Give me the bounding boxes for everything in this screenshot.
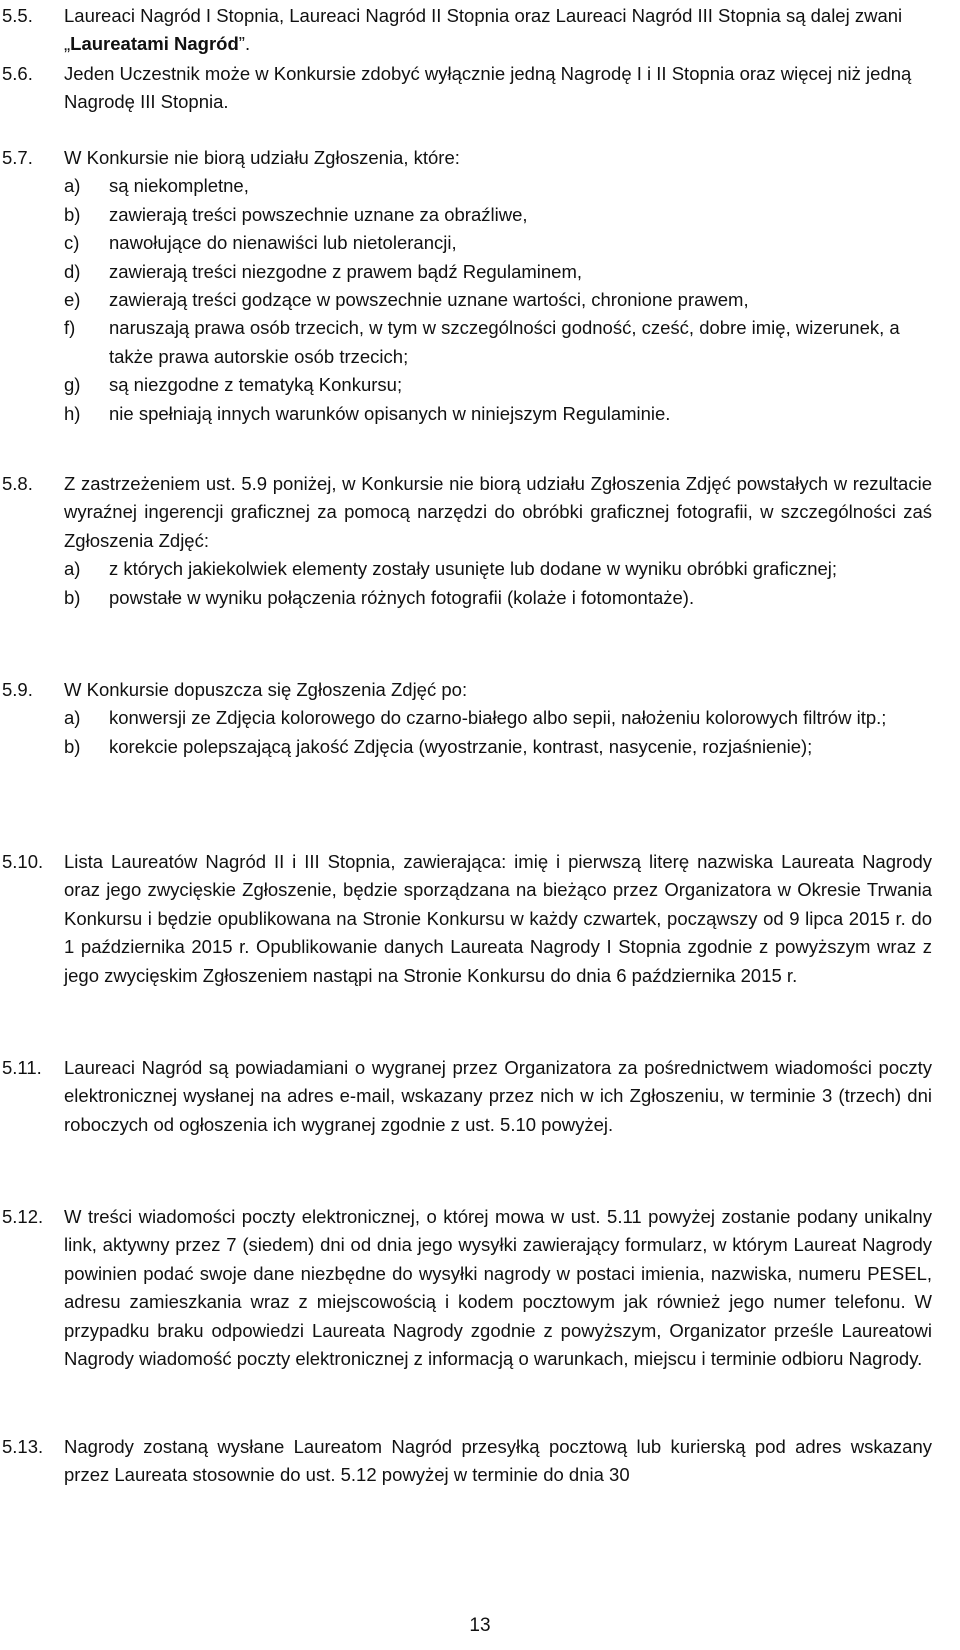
list-item	[64, 258, 932, 286]
list-item	[64, 201, 932, 229]
list-item	[64, 371, 932, 399]
item-text: korekcie polepszającą jakość Zdjęcia (wyostrzanie, kontrast, nasycenie, rozjaśnienie);	[109, 735, 813, 757]
section-5-8	[2, 470, 932, 612]
section-5-12	[2, 1203, 932, 1373]
section-intro: W Konkursie nie biorą udziału Zgłoszenia, które:	[64, 147, 460, 168]
item-list	[64, 172, 932, 428]
item-text: zawierają treści niezgodne z prawem bądź Regulaminem,	[109, 260, 583, 282]
section-5-10	[2, 848, 932, 990]
item-text: naruszają prawa osób trzecich, w tym w szczególności godność, cześć, dobre imię, wizerunek, a także prawa autorskie osób trzecich;	[109, 317, 900, 367]
section-text-before: Laureaci Nagród I Stopnia, Laureaci Nagród II Stopnia oraz Laureaci Nagród III Stopnia są dalej zwani „	[64, 5, 903, 55]
section-number: 5.6.	[2, 63, 33, 84]
item-label: c)	[64, 232, 80, 254]
section-number: 5.8.	[2, 473, 33, 494]
section-number: 5.9.	[2, 679, 33, 700]
item-label: a)	[64, 558, 81, 580]
item-label: f)	[64, 317, 76, 339]
item-label: d)	[64, 260, 81, 282]
list-item	[64, 286, 932, 314]
item-label: b)	[64, 586, 81, 608]
list-item	[64, 229, 932, 257]
section-text-after: ”.	[238, 33, 251, 55]
section-5-9	[2, 676, 932, 761]
item-text: zawierają treści godzące w powszechnie uznane wartości, chronione prawem,	[109, 289, 749, 311]
item-label: h)	[64, 402, 81, 424]
item-list	[64, 704, 932, 761]
section-text: Nagrody zostaną wysłane Laureatom Nagród przesyłką pocztową lub kurierską pod adres wskazany przez Laureata stosownie do ust. 5.12 powyżej w terminie do dnia 30	[64, 1436, 932, 1486]
section-number: 5.11.	[2, 1057, 42, 1078]
item-label: b)	[64, 203, 81, 225]
section-intro: W Konkursie dopuszcza się Zgłoszenia Zdjęć po:	[64, 679, 468, 700]
section-5-6	[2, 60, 932, 117]
section-5-13	[2, 1433, 932, 1490]
item-label: a)	[64, 707, 81, 729]
item-label: b)	[64, 735, 81, 757]
item-text: z których jakiekolwiek elementy zostały usunięte lub dodane w wyniku obróbki graficznej;	[109, 558, 838, 580]
section-text: Jeden Uczestnik może w Konkursie zdobyć wyłącznie jedną Nagrodę I i II Stopnia oraz więcej niż jedną Nagrodę III Stopnia.	[64, 63, 912, 113]
item-label: g)	[64, 374, 81, 396]
item-label: a)	[64, 175, 81, 197]
section-5-11	[2, 1054, 932, 1139]
section-intro: Z zastrzeżeniem ust. 5.9 poniżej, w Konkursie nie biorą udziału Zgłoszenia Zdjęć powstałych w rezultacie wyraźnej ingerencji graficznej za pomocą narzędzi do obróbki graficznej fotografii, w szczególności zaś Zgłoszenia Zdjęć:	[64, 473, 932, 551]
list-item	[64, 314, 932, 371]
item-text: nie spełniają innych warunków opisanych w niniejszym Regulaminie.	[109, 402, 671, 424]
section-text: Laureaci Nagród są powiadamiani o wygranej przez Organizatora za pośrednictwem wiadomości poczty elektronicznej wysłanej na adres e-mail, wskazany przez nich w ich Zgłoszeniu, w terminie 3 (trzech) dni roboczych od ogłoszenia ich wygranej zgodnie z ust. 5.10 powyżej.	[64, 1057, 932, 1135]
defined-term: Laureatami Nagród	[70, 33, 239, 55]
item-text: są niezgodne z tematyką Konkursu;	[109, 374, 403, 396]
list-item	[64, 733, 932, 761]
item-text: powstałe w wyniku połączenia różnych fotografii (kolaże i fotomontaże).	[109, 586, 695, 608]
page-number: 13	[469, 1615, 491, 1636]
item-text: są niekompletne,	[109, 175, 249, 197]
item-text: nawołujące do nienawiści lub nietolerancji,	[109, 232, 457, 254]
section-number: 5.13.	[2, 1436, 44, 1457]
section-number: 5.7.	[2, 147, 33, 168]
list-item	[64, 704, 932, 732]
section-5-7	[2, 144, 932, 428]
section-text: Lista Laureatów Nagród II i III Stopnia, zawierająca: imię i pierwszą literę nazwiska Laureata Nagrody oraz jego zwycięskie Zgłoszenie, będzie sporządzana na bieżąco przez Organizatora w Okresie Trwania Konkursu i będzie opublikowana na Stronie Konkursu w każdy czwartek, począwszy od 9 lipca 2015 r. do 1 października 2015 r. Opublikowanie danych Laureata Nagrody I Stopnia zgodnie z powyższym wraz z jego zwycięskim Zgłoszeniem nastąpi na Stronie Konkursu do dnia 6 października 2015 r.	[64, 851, 932, 986]
list-item	[64, 555, 932, 583]
list-item	[64, 400, 932, 428]
item-text: konwersji ze Zdjęcia kolorowego do czarno-białego albo sepii, nałożeniu kolorowych filtrów itp.;	[109, 707, 887, 729]
section-number: 5.10.	[2, 851, 44, 872]
section-number: 5.5.	[2, 5, 33, 26]
section-number: 5.12.	[2, 1206, 44, 1227]
list-item	[64, 172, 932, 200]
section-text: W treści wiadomości poczty elektronicznej, o której mowa w ust. 5.11 powyżej zostanie podany unikalny link, aktywny przez 7 (siedem) dni od dnia jego wysyłki zawierający formularz, w którym Laureat Nagrody powinien podać swoje dane niezbędne do wysyłki nagrody w postaci imienia, nazwiska, numeru PESEL, adresu zamieszkania wraz z miejscowością i kodem pocztowym jak również jego numer telefonu. W przypadku braku odpowiedzi Laureata Nagrody zgodnie z powyższym, Organizator prześle Laureatowi Nagrody wiadomość poczty elektronicznej z informacją o warunkach, miejscu i terminie odbioru Nagrody.	[64, 1206, 932, 1370]
section-text	[64, 2, 932, 59]
item-text: zawierają treści powszechnie uznane za obraźliwe,	[109, 203, 528, 225]
item-list	[64, 555, 932, 612]
item-label: e)	[64, 289, 81, 311]
section-5-5	[2, 2, 932, 59]
list-item	[64, 584, 932, 612]
